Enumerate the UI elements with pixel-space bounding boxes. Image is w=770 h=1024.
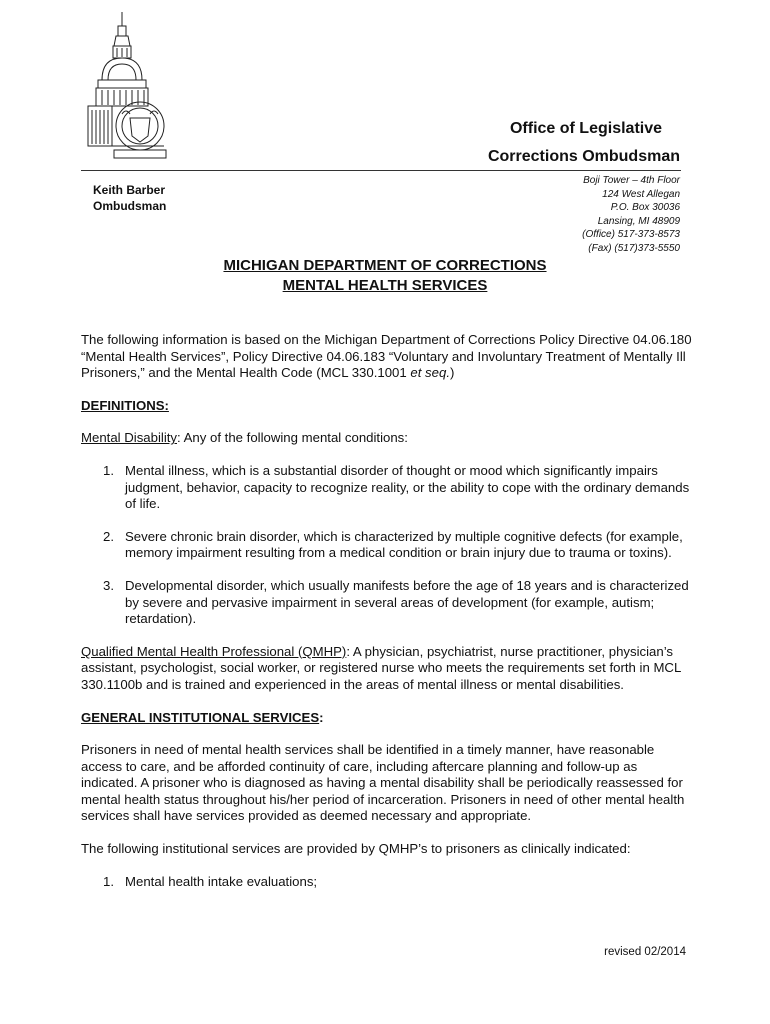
intro-italic: et seq. (410, 365, 450, 381)
list-item-text: Severe chronic brain disorder, which is characterized by multiple cognitive defects (for example, memory impairment resulting from a medical condition or brain injury due to trauma or toxins). (125, 528, 683, 561)
address-line: Boji Tower – 4th Floor (583, 175, 680, 186)
qmhp-definition (81, 644, 693, 694)
qmhp-text: : A physician, psychiatrist, nurse practitioner, physician’s assistant, psychologist, social worker, or registered nurse who meets the requirements set forth in MCL 330.1100b and is trained and experienced in the areas of mental illness or mental disabilities. (81, 643, 681, 692)
intro-close: ) (449, 365, 455, 381)
list-item-number: 1. (103, 462, 114, 478)
list-item-text: Mental health intake evaluations; (125, 873, 318, 889)
ombudsman-title: Ombudsman (93, 199, 167, 213)
general-services-heading (81, 710, 693, 727)
address-line: Lansing, MI 48909 (597, 215, 680, 227)
ombudsman-block (93, 182, 166, 214)
mental-disability-list (81, 463, 693, 628)
office-name-line1: Office of Legislative (509, 120, 663, 137)
general-services-heading-colon: : (319, 709, 324, 725)
office-address (582, 174, 680, 255)
list-item-number: 2. (103, 528, 114, 544)
title-line1: MICHIGAN DEPARTMENT OF CORRECTIONS (223, 257, 547, 274)
list-item-text: Mental illness, which is a substantial disorder of thought or mood which significantly impairs judgment, behavior, capacity to recognize reality, or the ability to cope with the ordinary demands of life. (125, 462, 690, 512)
mental-disability-definition (81, 430, 693, 447)
address-line: 124 West Allegan (602, 188, 680, 200)
mental-disability-term: Mental Disability (81, 430, 178, 446)
intro-paragraph (81, 332, 693, 382)
mental-disability-text: : Any of the following mental conditions: (177, 430, 408, 446)
office-name (488, 120, 680, 166)
intro-text: The following information is based on the Michigan Department of Corrections Policy Directive 04.06.180 “Mental Health Services”, Policy Directive 04.06.183 “Voluntary and Involuntary Treatment of Mentally Ill Prisoners,” and the Mental Health Code (MCL 330.1001 (81, 332, 692, 381)
list-item (81, 874, 693, 891)
list-item-number: 1. (103, 873, 114, 889)
general-services-paragraph: Prisoners in need of mental health services shall be identified in a timely manner, have reasonable access to care, and be afforded continuity of care, including aftercare planning and follow-up as indicated. A prisoner who is diagnosed as having a mental disability shall be periodically reassessed for mental health status throughout his/her period of incarceration. Prisoners in need of other mental health services shall have services provided as deemed necessary and appropriate. (81, 742, 685, 824)
office-name-line2: Corrections Ombudsman (487, 148, 680, 165)
list-item (81, 529, 693, 562)
list-item (81, 463, 693, 513)
list-item-number: 3. (103, 577, 114, 593)
ombudsman-name: Keith Barber (93, 183, 166, 197)
header-divider (81, 170, 681, 171)
definitions-heading: DEFINITIONS: (81, 397, 169, 413)
michigan-capitol-seal-icon (86, 10, 178, 162)
list-item-text: Developmental disorder, which usually manifests before the age of 18 years and is characterized by severe and pervasive impairment in several areas of development (for example, autism; retardation). (125, 577, 689, 627)
services-intro: The following institutional services are provided by QMHP’s to prisoners as clinically indicated: (81, 841, 631, 857)
revision-date: revised 02/2014 (604, 946, 686, 958)
list-item (81, 578, 693, 628)
services-list (81, 874, 693, 891)
document-body (81, 332, 693, 906)
general-services-heading-text: GENERAL INSTITUTIONAL SERVICES (81, 709, 320, 725)
address-fax: (Fax) (517)373-5550 (588, 242, 680, 254)
address-phone: (Office) 517-373-8573 (582, 229, 680, 240)
address-line: P.O. Box 30036 (610, 202, 680, 213)
document-title (0, 256, 770, 296)
qmhp-term: Qualified Mental Health Professional (QMHP) (81, 643, 347, 659)
title-line2: MENTAL HEALTH SERVICES (282, 277, 488, 294)
